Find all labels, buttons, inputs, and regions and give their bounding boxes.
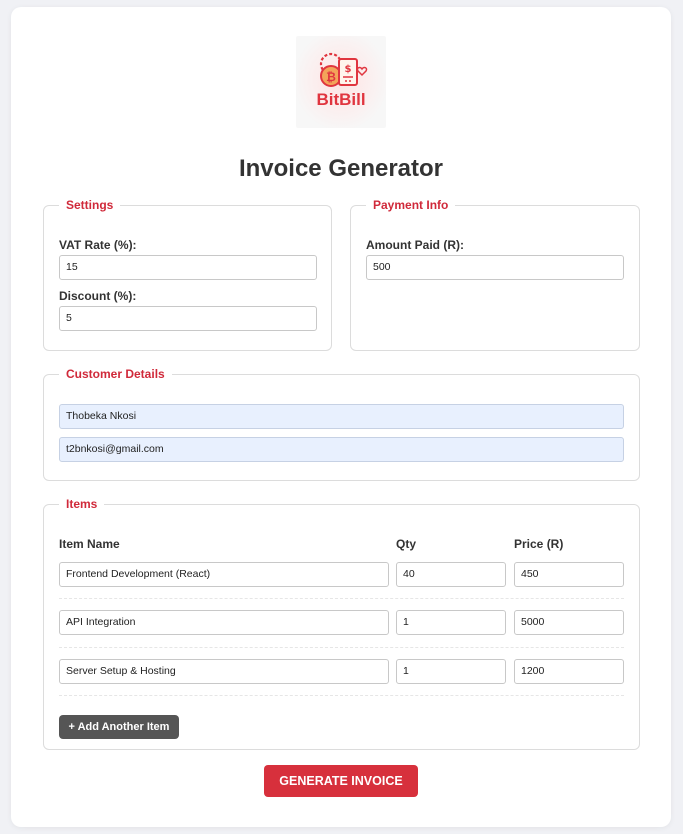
bitbill-logo [296,36,386,128]
item-name-input[interactable]: Server Setup & Hosting [59,659,389,684]
settings-legend: Settings [66,198,114,212]
customer-section [43,367,640,481]
row-divider [59,647,624,648]
generate-invoice-button[interactable]: GENERATE INVOICE [264,765,418,797]
item-price-input[interactable]: 450 [514,562,624,587]
page-title: Invoice Generator [238,155,444,182]
discount-input[interactable]: 5 [59,306,317,331]
svg-text:$: $ [344,64,352,75]
item-name-header: Item Name [59,537,120,551]
items-legend: Items [66,497,98,511]
item-price-input[interactable]: 5000 [514,610,624,635]
settings-section [43,198,332,351]
price-header: Price (R) [514,537,564,551]
discount-label: Discount (%): [59,289,137,303]
vat-rate-label: VAT Rate (%): [59,238,137,252]
amount-paid-label: Amount Paid (R): [366,238,464,252]
item-qty-input[interactable]: 1 [396,659,506,684]
add-item-button[interactable]: + Add Another Item [59,715,179,739]
item-price-input[interactable]: 1200 [514,659,624,684]
item-qty-input[interactable]: 40 [396,562,506,587]
payment-section [350,198,640,351]
brand-name: BitBill [316,90,366,109]
item-qty-input[interactable]: 1 [396,610,506,635]
payment-legend: Payment Info [373,198,449,212]
item-name-input[interactable]: API Integration [59,610,389,635]
customer-name-input[interactable]: Thobeka Nkosi [59,404,624,429]
invoice-coin-icon [296,36,386,128]
row-divider [59,598,624,599]
row-divider [59,695,624,696]
customer-email-input[interactable]: t2bnkosi@gmail.com [59,437,624,462]
svg-text:₿: ₿ [326,70,336,84]
qty-header: Qty [396,537,417,551]
customer-legend: Customer Details [66,367,165,381]
amount-paid-input[interactable]: 500 [366,255,624,280]
items-section [43,497,640,750]
item-name-input[interactable]: Frontend Development (React) [59,562,389,587]
invoice-card [11,7,671,827]
vat-rate-input[interactable]: 15 [59,255,317,280]
